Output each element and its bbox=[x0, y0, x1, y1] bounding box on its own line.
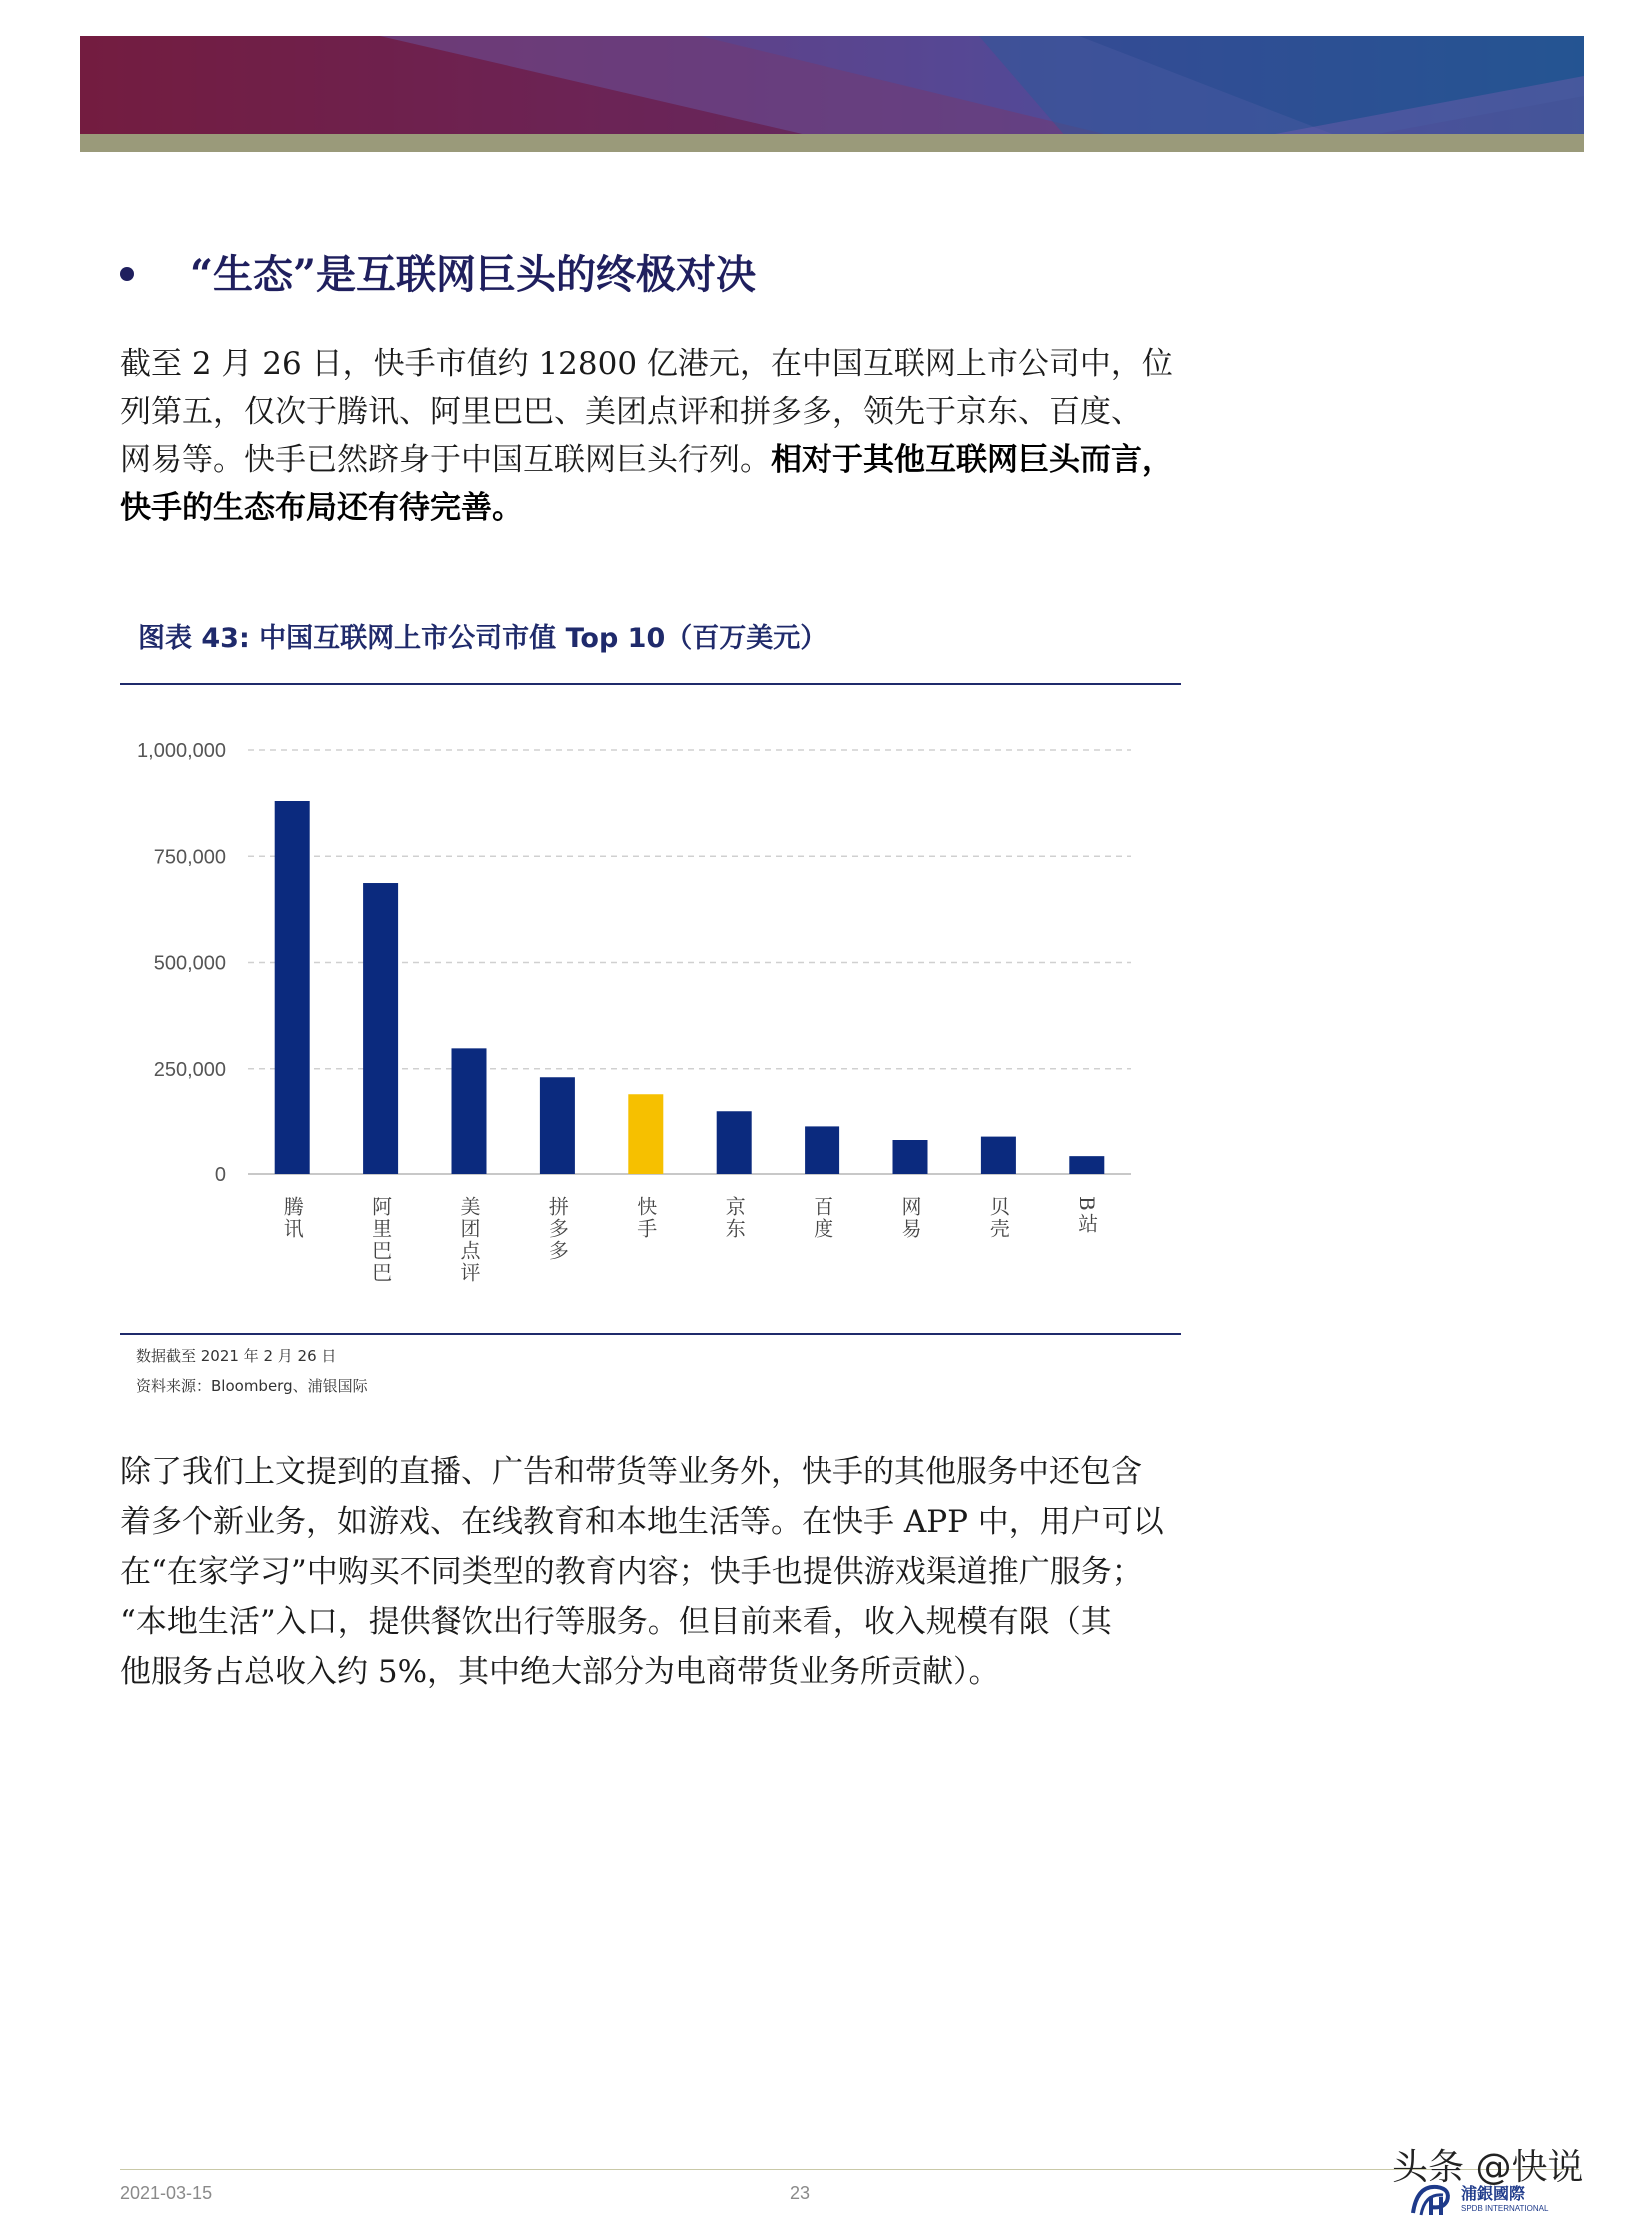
x-tick-label: 百度 bbox=[810, 1196, 834, 1240]
x-tick-label: 阿里巴巴 bbox=[368, 1196, 393, 1284]
header-banner bbox=[80, 36, 1584, 152]
bar bbox=[981, 1137, 1016, 1174]
intro-line: 截至 2 月 26 日，快手市值约 12800 亿港元，在中国互联网上市公司中，位 bbox=[120, 346, 1173, 382]
y-tick-label: 1,000,000 bbox=[137, 740, 226, 762]
bar bbox=[540, 1077, 575, 1174]
figure-title: 图表 43: 中国互联网上市公司市值 Top 10（百万美元） bbox=[138, 623, 827, 654]
bar bbox=[628, 1094, 663, 1174]
bar bbox=[893, 1140, 928, 1174]
body-line: 他服务占总收入约 5%，其中绝大部分为电商带货业务所贡献）。 bbox=[120, 1654, 1000, 1690]
intro-line bbox=[120, 436, 1229, 484]
body-line: “本地生活”入口，提供餐饮出行等服务。但目前来看，收入规模有限（其 bbox=[120, 1604, 1112, 1640]
y-tick-label: 500,000 bbox=[153, 952, 226, 975]
intro-text: 网易等。快手已然跻身于中国互联网巨头行列。 bbox=[120, 442, 771, 478]
figure-top-rule bbox=[120, 683, 1181, 685]
intro-emphasis: 相对于其他互联网巨头而言， bbox=[771, 442, 1173, 478]
x-tick-label: 美团点评 bbox=[457, 1196, 481, 1284]
x-tick-label: 快手 bbox=[633, 1196, 658, 1240]
bar-chart bbox=[120, 700, 1181, 1329]
figure-source: 资料来源：Bloomberg、浦银国际 bbox=[136, 1377, 368, 1395]
footer-date: 2021-03-15 bbox=[120, 2183, 213, 2203]
bar bbox=[452, 1048, 487, 1174]
x-tick-label: B站 bbox=[1074, 1196, 1099, 1235]
watermark: 头条 @快说 bbox=[1392, 2147, 1584, 2188]
bar bbox=[717, 1111, 752, 1174]
section-title: “生态”是互联网巨头的终极对决 bbox=[190, 251, 757, 298]
y-tick-label: 750,000 bbox=[153, 846, 226, 869]
intro-line: 列第五，仅次于腾讯、阿里巴巴、美团点评和拼多多，领先于京东、百度、 bbox=[120, 394, 1142, 430]
x-tick-label: 拼多多 bbox=[545, 1196, 570, 1262]
intro-line bbox=[120, 484, 1229, 532]
y-tick-label: 250,000 bbox=[153, 1058, 226, 1081]
x-tick-label: 贝壳 bbox=[986, 1196, 1011, 1240]
x-tick-label: 网易 bbox=[898, 1196, 922, 1240]
bar bbox=[805, 1126, 839, 1174]
intro-emphasis: 快手的生态布局还有待完善。 bbox=[120, 490, 523, 526]
bar bbox=[275, 801, 310, 1174]
body-paragraph bbox=[120, 1447, 1229, 1697]
x-tick-label: 腾讯 bbox=[280, 1196, 305, 1240]
logo-subtitle: SPDB INTERNATIONAL bbox=[1461, 2204, 1549, 2213]
logo-name: 浦銀國際 bbox=[1461, 2184, 1526, 2203]
bullet-icon bbox=[120, 267, 134, 281]
bar bbox=[1069, 1156, 1104, 1174]
body-line: 除了我们上文提到的直播、广告和带货等业务外，快手的其他服务中还包含 bbox=[120, 1454, 1142, 1490]
figure-note: 数据截至 2021 年 2 月 26 日 bbox=[136, 1347, 337, 1365]
figure-bottom-rule bbox=[120, 1333, 1181, 1335]
body-line: 着多个新业务，如游戏、在线教育和本地生活等。在快手 APP 中，用户可以 bbox=[120, 1504, 1164, 1540]
body-line: 在“在家学习”中购买不同类型的教育内容；快手也提供游戏渠道推广服务； bbox=[120, 1554, 1143, 1590]
intro-paragraph bbox=[120, 340, 1229, 532]
x-tick-label: 京东 bbox=[722, 1196, 747, 1240]
page-number: 23 bbox=[790, 2183, 811, 2203]
bar bbox=[363, 883, 398, 1174]
footer-rule bbox=[120, 2169, 1579, 2170]
y-tick-label: 0 bbox=[214, 1164, 226, 1186]
